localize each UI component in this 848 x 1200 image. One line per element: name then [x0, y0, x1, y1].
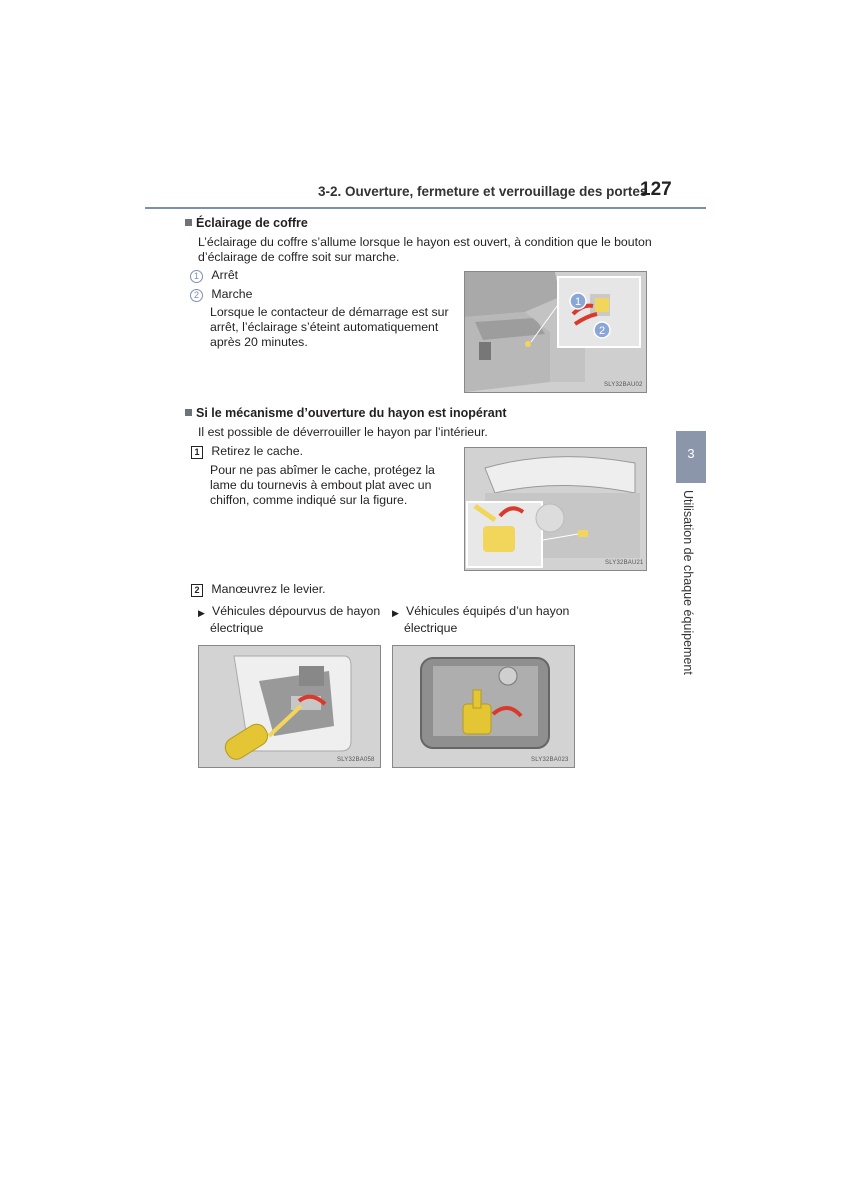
power-tailgate-lever-illustration [393, 646, 574, 767]
lever-power-figure [392, 645, 575, 768]
trunk-light-figure [464, 271, 647, 393]
square-bullet-icon [185, 409, 192, 416]
step-2 [191, 582, 326, 597]
note-line-3: après 20 minutes. [210, 335, 308, 349]
tailgate-interior-illustration [465, 448, 646, 570]
trunk-light-intro [198, 235, 660, 265]
step-2-number: 2 [191, 584, 203, 597]
figure-code: SLY32BA058 [337, 757, 375, 763]
step-1-number: 1 [191, 446, 203, 459]
case-b-line-2: électrique [404, 621, 458, 635]
case-a-line-2: électrique [210, 621, 264, 635]
note-line-2: arrêt, l’éclairage s’éteint automatiquement [210, 320, 439, 334]
chapter-tab: 3 [676, 431, 706, 483]
square-bullet-icon [185, 219, 192, 226]
step-1-note-line-1: Pour ne pas abîmer le cache, protégez la [210, 463, 435, 477]
step-1-title: Retirez le cache. [211, 444, 304, 458]
item-off-label: Arrêt [211, 268, 239, 282]
case-with-power-tailgate [392, 604, 572, 636]
case-without-power-tailgate [198, 604, 381, 636]
item-off [190, 268, 238, 283]
header-rule [145, 207, 706, 209]
chapter-side-label [681, 490, 701, 720]
item-on [190, 287, 252, 302]
step-1-note-line-2: lame du tournevis à embout plat avec un [210, 478, 432, 492]
trunk-light-heading-text: Éclairage de coffre [196, 216, 308, 230]
figure-code: SLY32BAU02 [604, 382, 643, 388]
lever-manual-figure [198, 645, 381, 768]
step-1 [191, 444, 303, 459]
tailgate-intro: Il est possible de déverrouiller le hayon par l’intérieur. [198, 425, 488, 439]
item-marker-1: 1 [190, 270, 203, 283]
note-line-1: Lorsque le contacteur de démarrage est sur [210, 305, 449, 319]
trunk-illustration [465, 272, 646, 392]
intro-line-1: L’éclairage du coffre s’allume lorsque le hayon est ouvert, à condition que le bouton [198, 235, 652, 249]
tailgate-heading [185, 406, 507, 420]
step-2-title: Manœuvrez le levier. [211, 582, 326, 596]
item-marker-2: 2 [190, 289, 203, 302]
figure-code: SLY32BAU21 [605, 560, 644, 566]
figure-callout-2: 2 [598, 325, 606, 337]
item-on-label: Marche [211, 287, 253, 301]
figure-code: SLY32BA023 [531, 757, 569, 763]
case-b-line-1: Véhicules équipés d’un hayon [406, 604, 570, 618]
screwdriver-lever-illustration [199, 646, 380, 767]
item-on-note [210, 305, 450, 350]
figure-callout-1: 1 [574, 296, 582, 308]
case-a-line-1: Véhicules dépourvus de hayon [212, 604, 381, 618]
case-a-marker: ▶ [198, 608, 205, 618]
case-b-marker: ▶ [392, 608, 399, 618]
page-number: 127 [640, 179, 672, 200]
tailgate-heading-text: Si le mécanisme d’ouverture du hayon est inopérant [196, 406, 507, 420]
section-title: 3-2. Ouverture, fermeture et verrouillage des portes [318, 184, 648, 199]
cover-removal-figure [464, 447, 647, 571]
chapter-title: Utilisation de chaque équipement [681, 490, 695, 675]
step-1-note [210, 463, 450, 508]
trunk-light-heading [185, 216, 308, 230]
intro-line-2: d’éclairage de coffre soit sur marche. [198, 250, 400, 264]
step-1-note-line-3: chiffon, comme indiqué sur la figure. [210, 493, 408, 507]
